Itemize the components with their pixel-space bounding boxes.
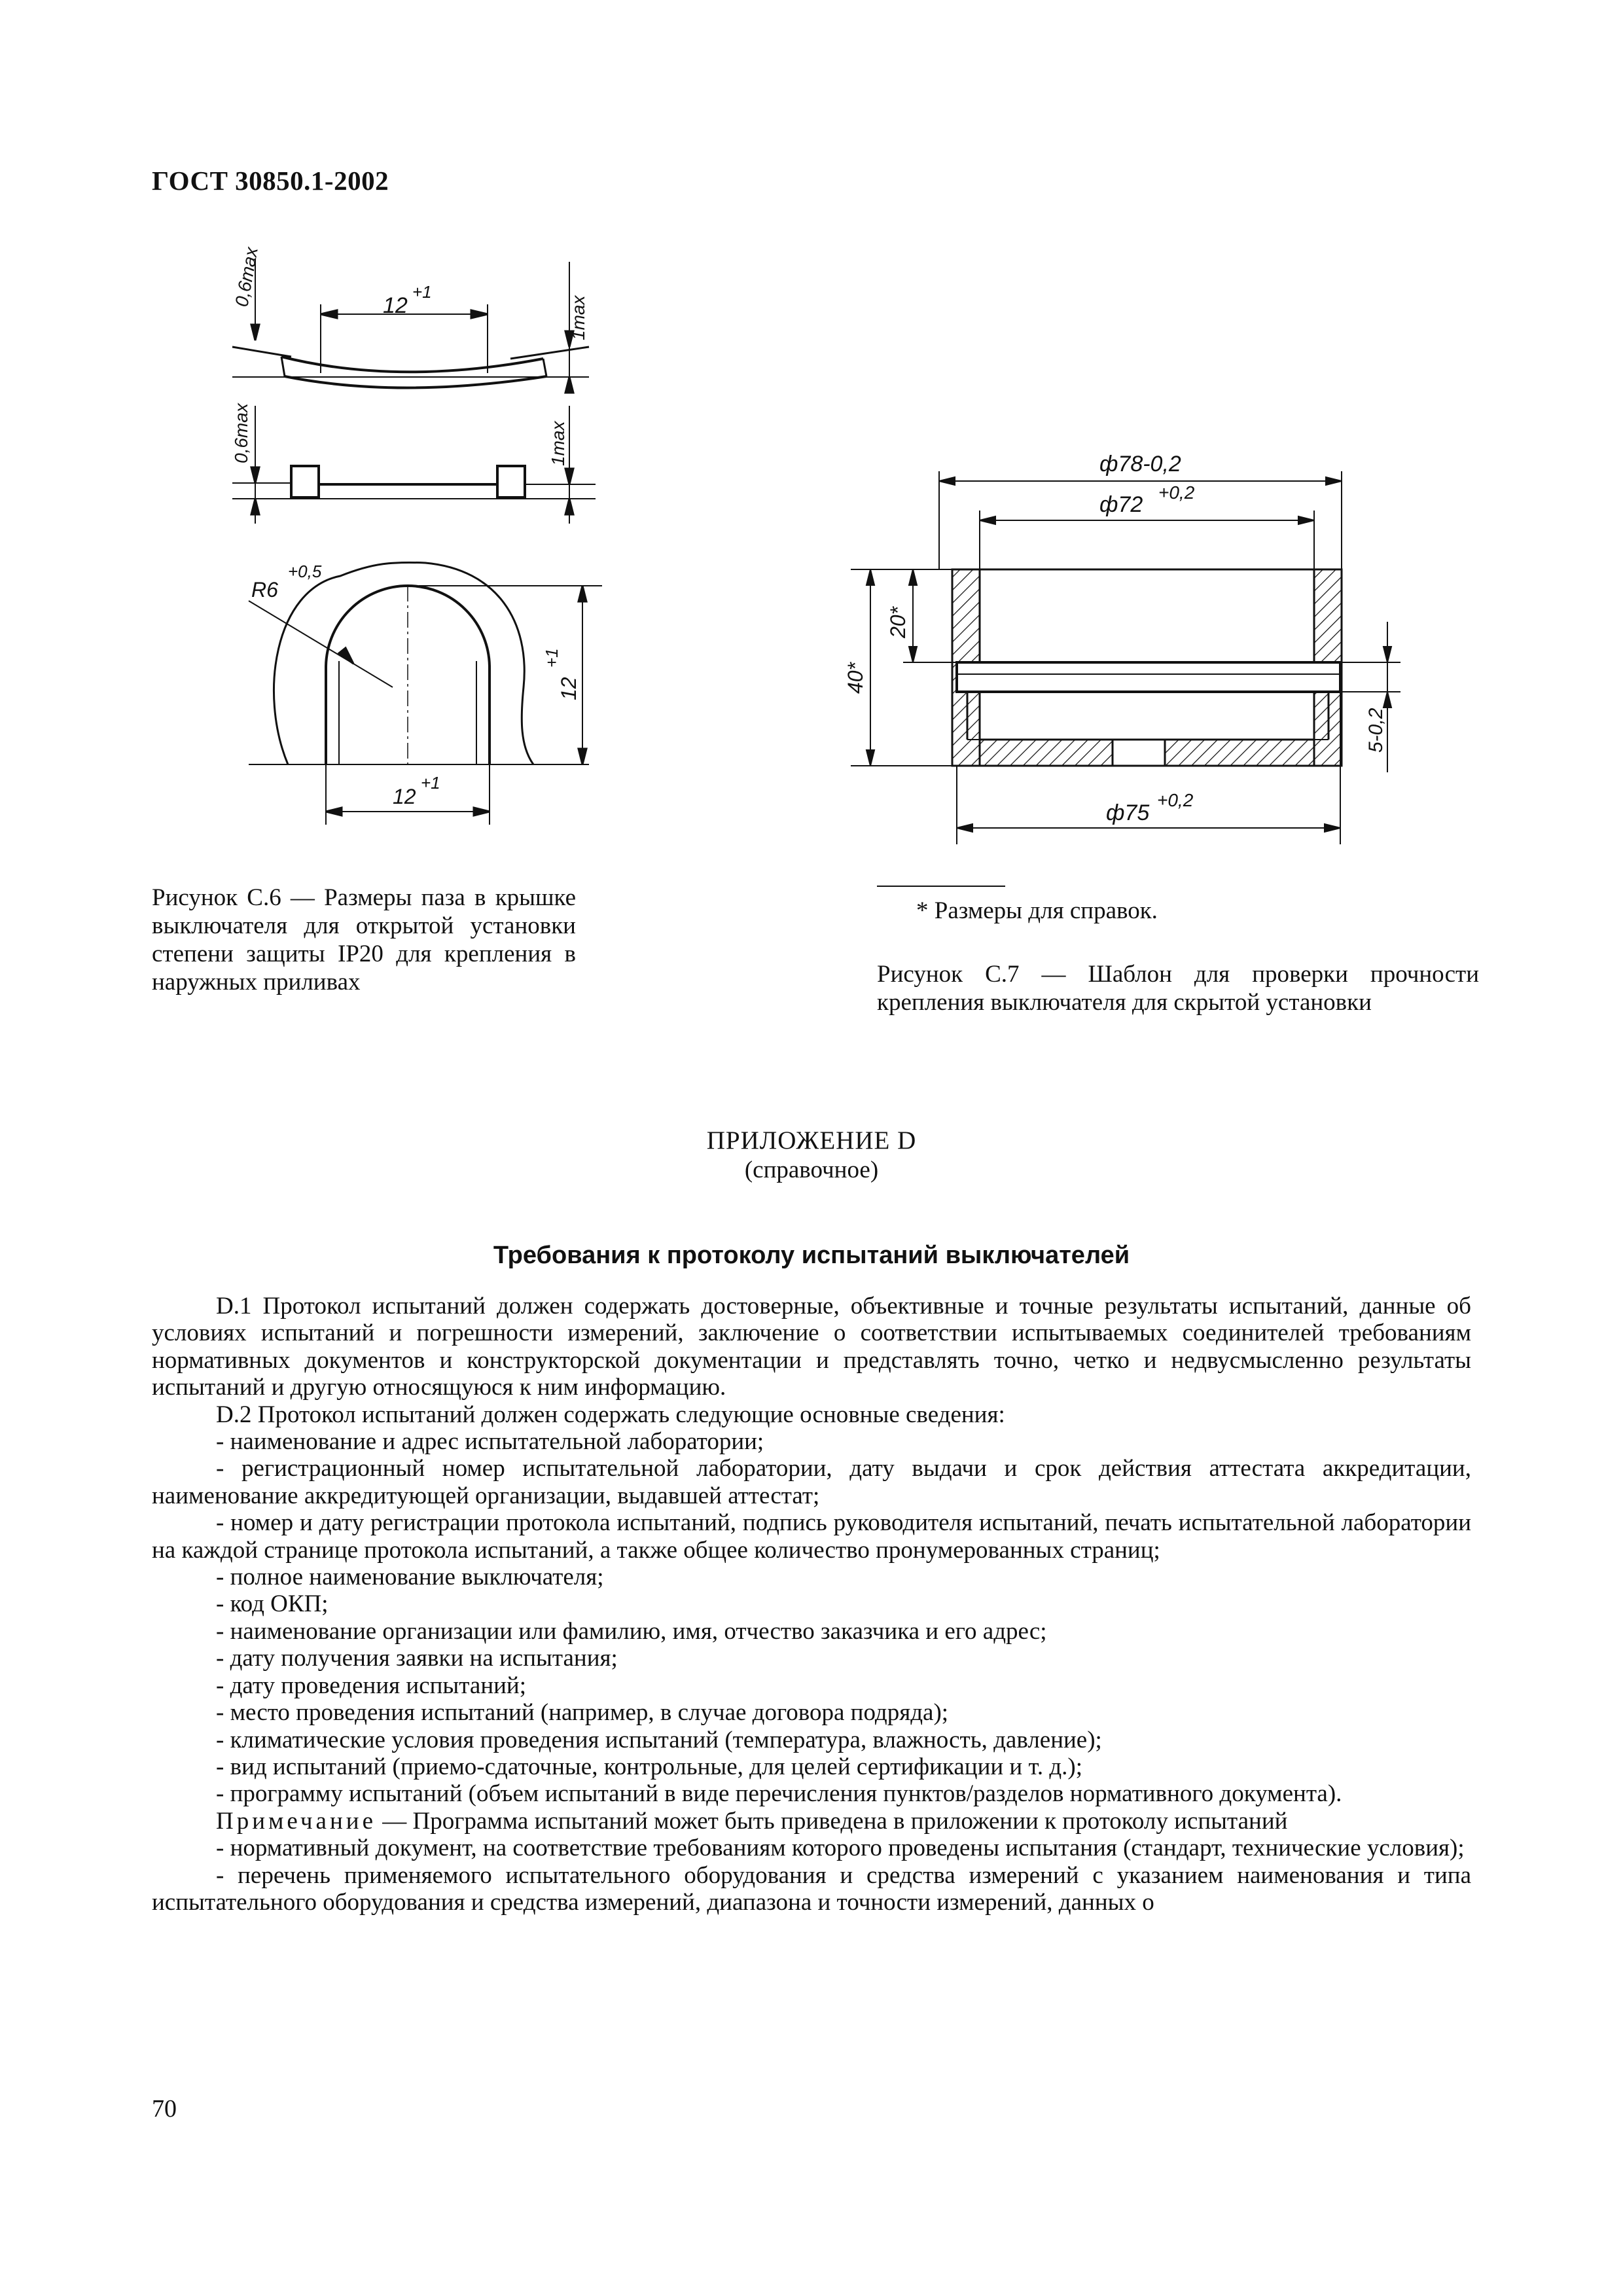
c6-dim-slot-height: 12 <box>557 677 580 700</box>
figure-c7-footnote: * Размеры для справок. <box>916 897 1158 924</box>
figure-c6-caption: Рисунок С.6 — Размеры паза в крышке выключателя для открытой установки степени защиты IP20 для крепления в наружных приливах <box>152 884 576 996</box>
list-item: - вид испытаний (приемо-сдаточные, контрольные, для целей сертификации и т. д.); <box>216 1753 1083 1780</box>
c6-dim-slot-width: 12 <box>393 785 416 808</box>
c6-dim-radius: R6 <box>251 578 278 601</box>
list-item: - программу испытаний (объем испытаний в виде перечисления пунктов/разделов нормативного документа). <box>216 1780 1342 1808</box>
figure-c7-dimension-labels <box>844 452 1387 825</box>
list-item: - регистрационный номер испытательной лаборатории, дату выдачи и срок действия аттестата аккредитации, наименование аккредитующей организации, выдавшей аттестат; <box>152 1455 1471 1509</box>
note-paragraph <box>152 1808 1471 1835</box>
list-item: - нормативный документ, на соответствие требованиям которого проведены испытания (стандарт, технические условия); <box>216 1835 1465 1862</box>
document-header: ГОСТ 30850.1-2002 <box>152 166 389 196</box>
c6-dim-0-6max-top: 0,6max <box>231 245 262 309</box>
c6-dim-slot-height-tol: +1 <box>542 648 562 668</box>
c7-dim-groove-height: 5-0,2 <box>1365 708 1387 753</box>
c7-template-body <box>952 569 1342 766</box>
figure-c6 <box>232 259 602 825</box>
c7-dim-total-height: 40* <box>844 662 867 694</box>
figure-c6-dimension-labels <box>231 245 588 808</box>
paragraph-d1: D.1 Протокол испытаний должен содержать достоверные, объективные и точные результаты испытаний, данные об условиях испытаний и погрешности измерений, заключение о соответствии испытываемых соединителей требованиям нормативных документов и конструкторской документации и представлять точно, четко и недвусмысленно результаты испытаний и другую относящуюся к ним информацию. <box>152 1293 1471 1401</box>
list-item: - дату проведения испытаний; <box>216 1672 527 1699</box>
c7-dim-inner-diameter: ф72 <box>1099 492 1143 517</box>
c6-dim-1max-top: 1max <box>568 295 588 340</box>
c7-dim-outer-diameter: ф78-0,2 <box>1099 452 1181 476</box>
list-item: - место проведения испытаний (например, в случае договора подряда); <box>216 1699 949 1727</box>
list-item: - наименование и адрес испытательной лаборатории; <box>216 1428 764 1456</box>
c6-dim-slot-width-tol: +1 <box>421 773 440 793</box>
c6-curved-plate-view <box>232 259 589 393</box>
c6-dim-0-6max-mid: 0,6max <box>231 403 251 463</box>
page-number: 70 <box>152 2095 177 2123</box>
technical-drawings <box>0 0 1623 877</box>
appendix-subtitle: (справочное) <box>744 1157 879 1183</box>
c7-dim-bottom-diameter: ф75 <box>1106 800 1150 825</box>
list-item: - дату получения заявки на испытания; <box>216 1645 618 1672</box>
list-item: - код ОКП; <box>216 1590 329 1618</box>
list-item: - климатические условия проведения испытаний (температура, влажность, давление); <box>216 1726 1102 1753</box>
footnote-rule <box>877 886 1005 887</box>
c6-dim-1max-mid: 1max <box>548 421 568 466</box>
list-item: - номер и дату регистрации протокола испытаний, подпись руководителя испытаний, печать испытательной лаборатории на каждой странице протокола испытаний, а также общее количество пронумерованных страниц; <box>152 1509 1471 1564</box>
list-item: - полное наименование выключателя; <box>216 1564 604 1591</box>
c7-dim-inner-diameter-tol: +0,2 <box>1158 482 1195 503</box>
c6-dim-radius-tol: +0,5 <box>288 562 322 581</box>
section-heading: Требования к протоколу испытаний выключателей <box>493 1242 1130 1269</box>
c6-dim-top-width: 12 <box>383 293 408 318</box>
paragraph-d2: D.2 Протокол испытаний должен содержать следующие основные сведения: <box>216 1401 1005 1428</box>
note-text: — Программа испытаний может быть приведена в приложении к протоколу испытаний <box>376 1807 1288 1835</box>
list-item: - наименование организации или фамилию, имя, отчество заказчика и его адрес; <box>216 1617 1047 1645</box>
body-text <box>152 1293 1471 1916</box>
note-label: Примечание <box>216 1807 376 1835</box>
list-item: - перечень применяемого испытательного оборудования и средства измерений с указанием наименования и типа испытательного оборудования и средства измерений, диапазона и точности измерений, данных о <box>152 1861 1471 1916</box>
c7-dim-upper-height: 20* <box>886 606 910 638</box>
figure-c7-caption: Рисунок С.7 — Шаблон для проверки прочности крепления выключателя для скрытой установки <box>877 961 1479 1016</box>
appendix-title: ПРИЛОЖЕНИЕ D <box>706 1126 917 1155</box>
figure-c7 <box>851 471 1400 844</box>
c7-dim-bottom-diameter-tol: +0,2 <box>1157 790 1194 810</box>
c6-dim-top-width-tol: +1 <box>412 282 432 302</box>
c6-flat-plate-view <box>232 406 596 524</box>
